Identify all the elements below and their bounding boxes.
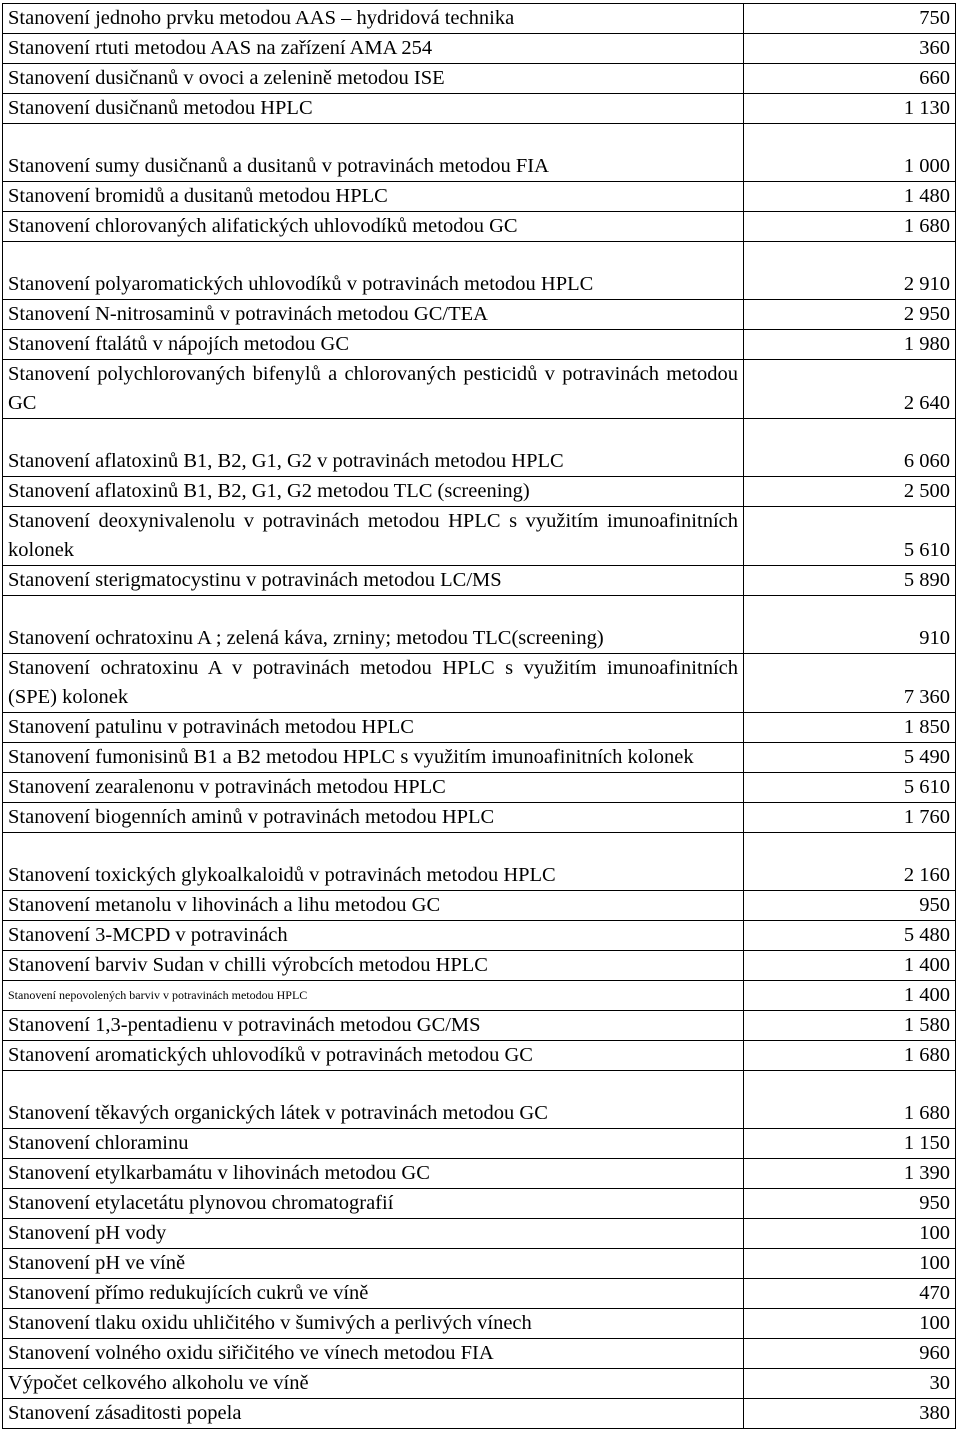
price-cell: 2 640 (744, 360, 956, 419)
price-cell: 2 160 (744, 833, 956, 891)
price-cell: 2 910 (744, 242, 956, 300)
price-cell: 5 610 (744, 507, 956, 566)
price-cell: 5 490 (744, 743, 956, 773)
price-cell: 660 (744, 64, 956, 94)
table-row (3, 1309, 956, 1339)
price-cell: 1 150 (744, 1129, 956, 1159)
table-row (3, 713, 956, 743)
method-name-cell: Stanovení etylkarbamátu v lihovinách metodou GC (3, 1159, 744, 1189)
table-row (3, 803, 956, 833)
price-cell: 100 (744, 1249, 956, 1279)
price-cell: 30 (744, 1369, 956, 1399)
price-cell: 5 480 (744, 921, 956, 951)
table-row (3, 1279, 956, 1309)
price-cell: 100 (744, 1219, 956, 1249)
price-cell: 1 390 (744, 1159, 956, 1189)
table-row (3, 981, 956, 1011)
table-row (3, 1369, 956, 1399)
method-name-cell: Stanovení ochratoxinu A v potravinách metodou HPLC s využitím imunoafinitních (SPE) kolonek (3, 654, 744, 713)
method-name-cell: Stanovení aromatických uhlovodíků v potravinách metodou GC (3, 1041, 744, 1071)
table-row (3, 1041, 956, 1071)
method-name-cell: Stanovení metanolu v lihovinách a lihu metodou GC (3, 891, 744, 921)
table-row (3, 1399, 956, 1429)
price-cell: 960 (744, 1339, 956, 1369)
price-cell: 1 580 (744, 1011, 956, 1041)
price-cell: 1 400 (744, 951, 956, 981)
table-row (3, 64, 956, 94)
price-cell: 100 (744, 1309, 956, 1339)
price-cell: 1 760 (744, 803, 956, 833)
method-name-cell: Stanovení pH vody (3, 1219, 744, 1249)
price-list-table (2, 3, 956, 1429)
table-row (3, 951, 956, 981)
table-row (3, 34, 956, 64)
method-name-cell: Stanovení jednoho prvku metodou AAS – hydridová technika (3, 4, 744, 34)
method-name-cell: Stanovení přímo redukujících cukrů ve víně (3, 1279, 744, 1309)
method-name-cell: Stanovení volného oxidu siřičitého ve vínech metodou FIA (3, 1339, 744, 1369)
method-name-cell: Stanovení bromidů a dusitanů metodou HPLC (3, 182, 744, 212)
table-row (3, 507, 956, 566)
price-cell: 470 (744, 1279, 956, 1309)
method-name-cell: Stanovení pH ve víně (3, 1249, 744, 1279)
price-cell: 360 (744, 34, 956, 64)
table-row (3, 773, 956, 803)
method-name-cell: Stanovení ochratoxinu A ; zelená káva, zrniny; metodou TLC(screening) (3, 596, 744, 654)
price-cell: 1 850 (744, 713, 956, 743)
table-row (3, 4, 956, 34)
method-name-cell: Stanovení N-nitrosaminů v potravinách metodou GC/TEA (3, 300, 744, 330)
table-row (3, 654, 956, 713)
price-cell: 910 (744, 596, 956, 654)
table-row (3, 1189, 956, 1219)
price-cell: 6 060 (744, 419, 956, 477)
method-name-cell: Stanovení 3-MCPD v potravinách (3, 921, 744, 951)
price-cell: 1 130 (744, 94, 956, 124)
table-row (3, 566, 956, 596)
price-cell: 1 680 (744, 1071, 956, 1129)
table-row (3, 94, 956, 124)
price-cell: 5 890 (744, 566, 956, 596)
table-row (3, 1011, 956, 1041)
method-name-cell: Stanovení fumonisinů B1 a B2 metodou HPLC s využitím imunoafinitních kolonek (3, 743, 744, 773)
method-name-cell: Stanovení polyaromatických uhlovodíků v potravinách metodou HPLC (3, 242, 744, 300)
table-row (3, 1339, 956, 1369)
method-name-cell: Stanovení etylacetátu plynovou chromatografií (3, 1189, 744, 1219)
price-cell: 1 000 (744, 124, 956, 182)
method-name-cell: Stanovení chlorovaných alifatických uhlovodíků metodou GC (3, 212, 744, 242)
method-name-cell: Stanovení ftalátů v nápojích metodou GC (3, 330, 744, 360)
price-cell: 2 500 (744, 477, 956, 507)
method-name-cell: Stanovení sterigmatocystinu v potravinách metodou LC/MS (3, 566, 744, 596)
method-name-cell: Výpočet celkového alkoholu ve víně (3, 1369, 744, 1399)
method-name-cell: Stanovení nepovolených barviv v potravinách metodou HPLC (3, 981, 744, 1011)
price-cell: 750 (744, 4, 956, 34)
table-row (3, 212, 956, 242)
table-row (3, 1071, 956, 1129)
method-name-cell: Stanovení zásaditosti popela (3, 1399, 744, 1429)
method-name-cell: Stanovení biogenních aminů v potravinách metodou HPLC (3, 803, 744, 833)
table-row (3, 300, 956, 330)
price-cell: 1 680 (744, 212, 956, 242)
method-name-cell: Stanovení patulinu v potravinách metodou HPLC (3, 713, 744, 743)
price-list-body (3, 4, 956, 1429)
method-name-cell: Stanovení 1,3-pentadienu v potravinách metodou GC/MS (3, 1011, 744, 1041)
price-cell: 950 (744, 1189, 956, 1219)
table-row (3, 1159, 956, 1189)
method-name-cell: Stanovení dusičnanů metodou HPLC (3, 94, 744, 124)
table-row (3, 921, 956, 951)
table-row (3, 596, 956, 654)
table-row (3, 330, 956, 360)
method-name-cell: Stanovení deoxynivalenolu v potravinách metodou HPLC s využitím imunoafinitních kolonek (3, 507, 744, 566)
method-name-cell: Stanovení aflatoxinů B1, B2, G1, G2 v potravinách metodou HPLC (3, 419, 744, 477)
method-name-cell: Stanovení dusičnanů v ovoci a zelenině metodou ISE (3, 64, 744, 94)
price-cell: 1 400 (744, 981, 956, 1011)
table-row (3, 743, 956, 773)
method-name-cell: Stanovení tlaku oxidu uhličitého v šumivých a perlivých vínech (3, 1309, 744, 1339)
table-row (3, 360, 956, 419)
table-row (3, 891, 956, 921)
price-cell: 7 360 (744, 654, 956, 713)
method-name-cell: Stanovení aflatoxinů B1, B2, G1, G2 metodou TLC (screening) (3, 477, 744, 507)
price-cell: 1 480 (744, 182, 956, 212)
table-row (3, 1249, 956, 1279)
method-name-cell: Stanovení polychlorovaných bifenylů a chlorovaných pesticidů v potravinách metodou GC (3, 360, 744, 419)
price-cell: 950 (744, 891, 956, 921)
method-name-cell: Stanovení toxických glykoalkaloidů v potravinách metodou HPLC (3, 833, 744, 891)
method-name-cell: Stanovení barviv Sudan v chilli výrobcích metodou HPLC (3, 951, 744, 981)
table-row (3, 477, 956, 507)
table-row (3, 833, 956, 891)
table-row (3, 419, 956, 477)
price-cell: 2 950 (744, 300, 956, 330)
method-name-cell: Stanovení sumy dusičnanů a dusitanů v potravinách metodou FIA (3, 124, 744, 182)
price-cell: 380 (744, 1399, 956, 1429)
price-cell: 1 680 (744, 1041, 956, 1071)
table-row (3, 1219, 956, 1249)
table-row (3, 242, 956, 300)
method-name-cell: Stanovení rtuti metodou AAS na zařízení AMA 254 (3, 34, 744, 64)
method-name-cell: Stanovení chloraminu (3, 1129, 744, 1159)
table-row (3, 1129, 956, 1159)
price-cell: 5 610 (744, 773, 956, 803)
table-row (3, 182, 956, 212)
price-cell: 1 980 (744, 330, 956, 360)
method-name-cell: Stanovení zearalenonu v potravinách metodou HPLC (3, 773, 744, 803)
table-row (3, 124, 956, 182)
method-name-cell: Stanovení těkavých organických látek v potravinách metodou GC (3, 1071, 744, 1129)
